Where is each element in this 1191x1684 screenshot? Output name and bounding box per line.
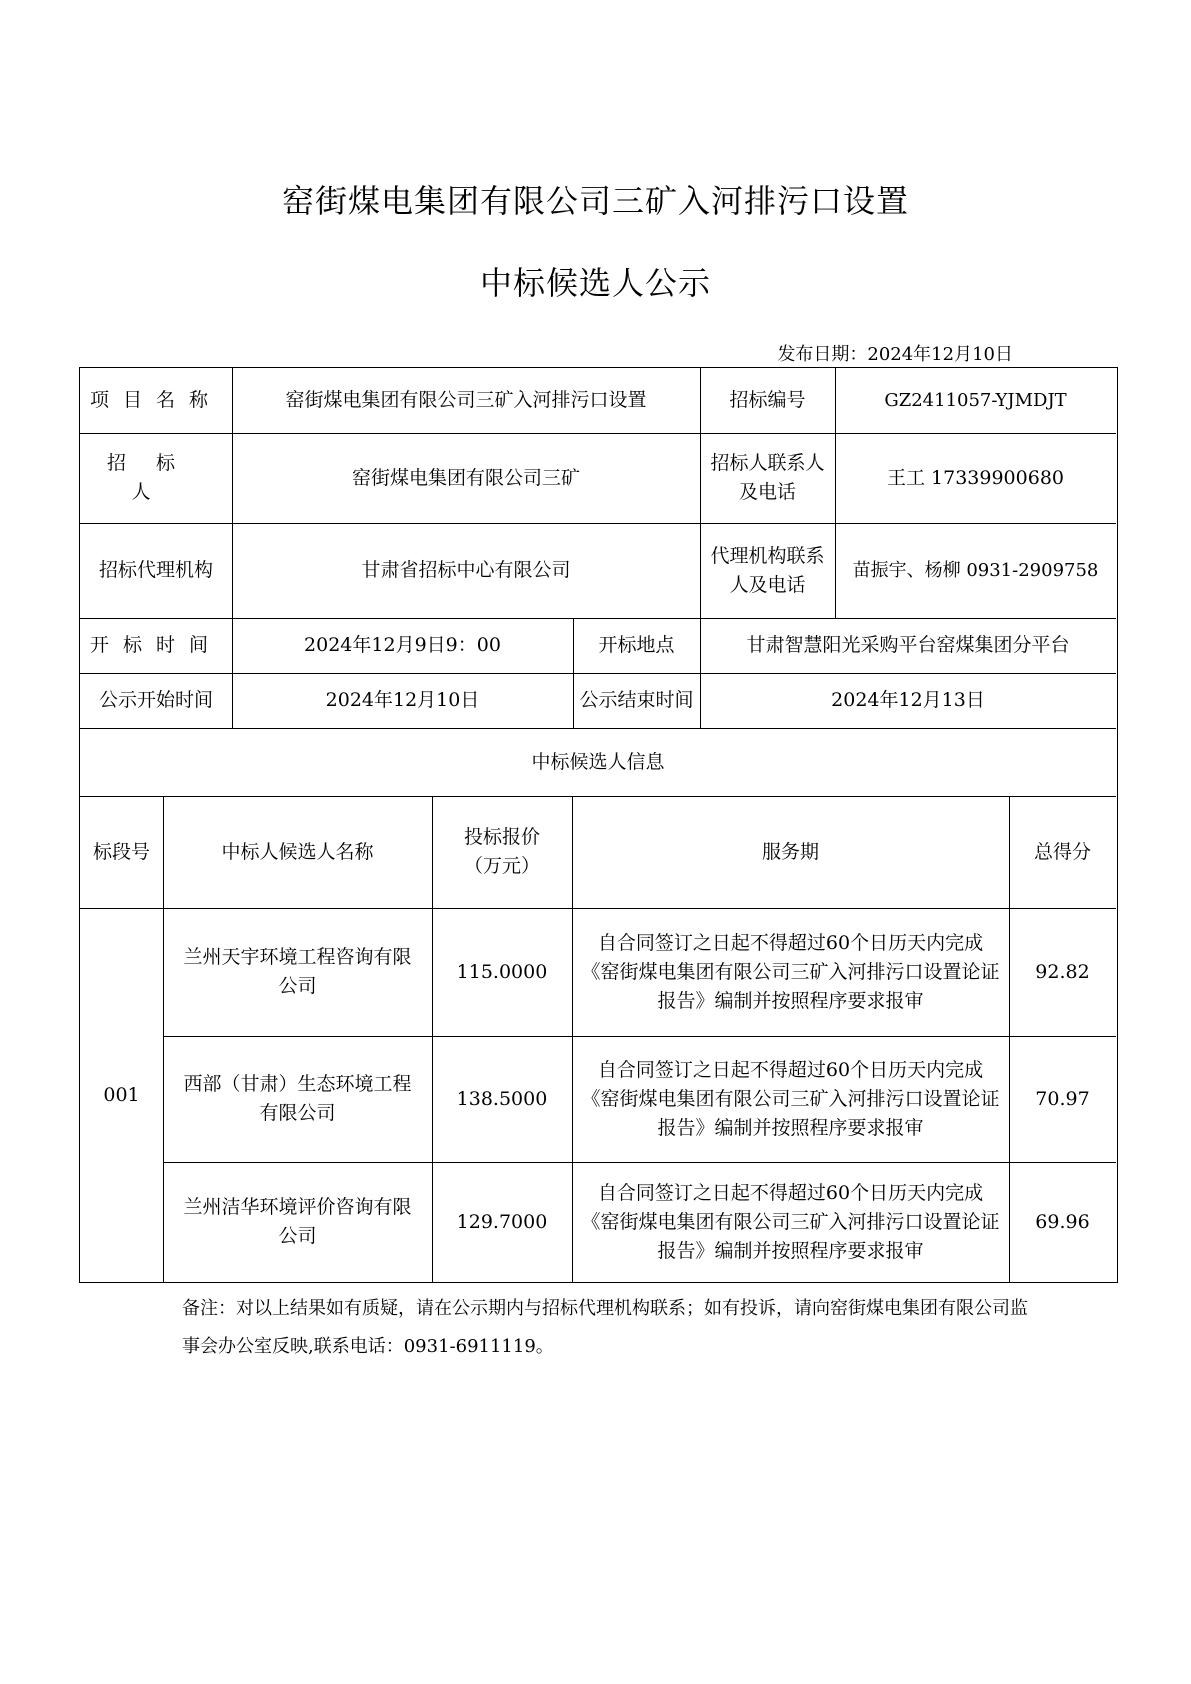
project-name: 窑街煤电集团有限公司三矿入河排污口设置 xyxy=(285,389,647,411)
document-subtitle: 中标候选人公示 xyxy=(479,264,711,302)
header-bid-price: 投标报价（万元） xyxy=(463,826,540,877)
bid-no-label: 招标编号 xyxy=(729,389,806,411)
candidate-score: 92.82 xyxy=(1035,960,1090,983)
notice-table-final xyxy=(79,367,1118,1283)
publish-date: 发布日期：2024年12月10日 xyxy=(777,344,1013,365)
candidate-service: 自合同签订之日起不得超过60个日历天内完成《窑街煤电集团有限公司三矿入河排污口设置论证报告》编制并按照程序要求报审 xyxy=(581,1181,1000,1262)
candidate-price: 138.5000 xyxy=(456,1087,548,1110)
header-candidate-name: 中标人候选人名称 xyxy=(221,840,374,863)
open-place: 甘肃智慧阳光采购平台窑煤集团分平台 xyxy=(746,634,1070,656)
document-title: 窑街煤电集团有限公司三矿入河排污口设置 xyxy=(281,182,909,220)
header-lot-no: 标段号 xyxy=(92,840,150,863)
tenderer: 窑街煤电集团有限公司三矿 xyxy=(351,466,580,489)
tenderer-label: 招标人 xyxy=(106,452,205,503)
header-service-period: 服务期 xyxy=(761,840,819,863)
agency: 甘肃省招标中心有限公司 xyxy=(361,559,571,581)
candidate-name: 西部（甘肃）生态环境工程有限公司 xyxy=(183,1073,412,1124)
notice-end: 2024年12月13日 xyxy=(831,689,985,711)
candidate-score: 69.96 xyxy=(1035,1210,1090,1233)
candidate-name: 兰州天宇环境工程咨询有限公司 xyxy=(183,946,412,997)
agency-contact-label: 代理机构联系人及电话 xyxy=(710,544,825,596)
notice-start: 2024年12月10日 xyxy=(325,689,480,711)
candidate-service: 自合同签订之日起不得超过60个日历天内完成《窑街煤电集团有限公司三矿入河排污口设置论证报告》编制并按照程序要求报审 xyxy=(581,931,1000,1012)
open-time: 2024年12月9日9：00 xyxy=(304,634,501,656)
notice-end-label: 公示结束时间 xyxy=(579,689,694,711)
open-time-label: 开标时间 xyxy=(89,634,222,656)
candidate-price: 129.7000 xyxy=(456,1210,548,1233)
agency-contact: 苗振宇、杨柳 0931-2909758 xyxy=(852,560,1099,581)
bid-no: GZ2411057-YJMDJT xyxy=(884,390,1067,411)
open-place-label: 开标地点 xyxy=(598,634,675,656)
tenderer-contact-label: 招标人联系人及电话 xyxy=(710,452,825,503)
candidates-section-title: 中标候选人信息 xyxy=(531,750,665,773)
tenderer-contact: 王工 17339900680 xyxy=(886,466,1064,489)
candidate-score: 70.97 xyxy=(1035,1087,1090,1110)
candidate-service: 自合同签订之日起不得超过60个日历天内完成《窑街煤电集团有限公司三矿入河排污口设置论证报告》编制并按照程序要求报审 xyxy=(581,1058,1000,1139)
agency-label: 招标代理机构 xyxy=(98,559,213,581)
lot-no: 001 xyxy=(103,1083,140,1106)
project-name-label: 项目名称 xyxy=(89,389,222,411)
candidate-name: 兰州洁华环境评价咨询有限公司 xyxy=(183,1196,412,1247)
notice-start-label: 公示开始时间 xyxy=(98,689,213,711)
footnote: 备注：对以上结果如有质疑，请在公示期内与招标代理机构联系；如有投诉，请向窑街煤电集团有限公司监事会办公室反映,联系电话：0931-6911119。 xyxy=(182,1298,1028,1357)
candidate-price: 115.0000 xyxy=(456,960,548,983)
header-total-score: 总得分 xyxy=(1033,840,1091,863)
